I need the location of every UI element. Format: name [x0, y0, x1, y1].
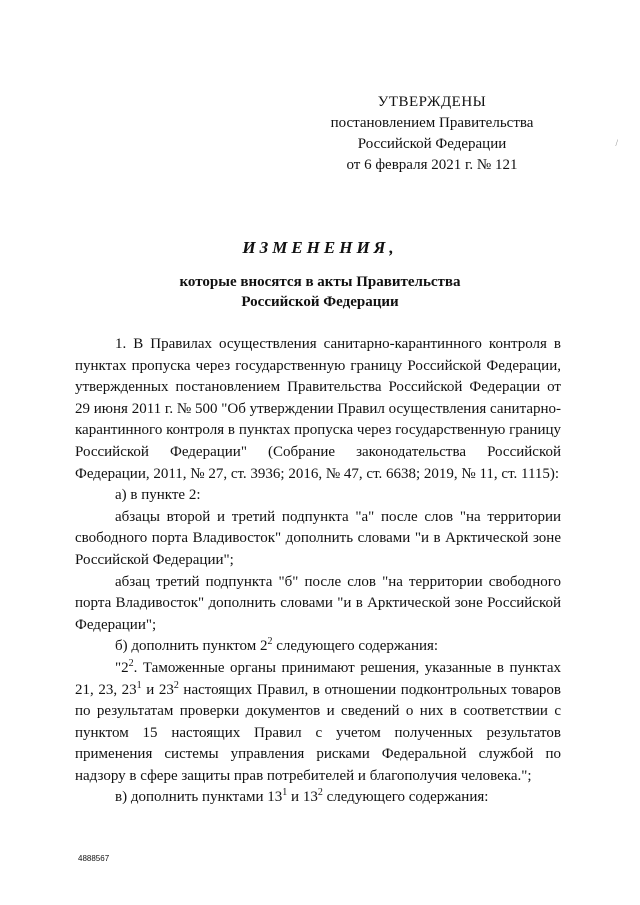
- paragraph-4: абзац третий подпункта "б" после слов "на территории свободного порта Владивосток" дополнить словами "и в Арктической зоне Российской Федерации";: [75, 573, 561, 633]
- title-subtitle: [0, 272, 640, 312]
- document-title: [0, 238, 640, 312]
- p6-text-d: настоящих Правил, в отношении подконтрольных товаров по результатам проверки документов и сведений о них в соответствии с пунктом 15 настоящих Правил с учетом полученных результатов применения системы управления рисками Федеральной службой по надзору в сфере защиты прав потребителей и благополучия человека.";: [75, 681, 562, 784]
- margin-mark: /: [615, 138, 618, 148]
- approved-line-1: постановлением Правительства: [330, 115, 534, 131]
- p7-text-a: в) дополнить пунктами 13: [115, 789, 283, 806]
- approved-line-2: Российской Федерации: [357, 136, 507, 152]
- paragraph-2: а) в пункте 2:: [115, 487, 201, 504]
- p5-text-b: следующего содержания:: [272, 638, 439, 655]
- document-code: 4888567: [78, 854, 110, 863]
- paragraph-3: абзацы второй и третий подпункта "а" после слов "на территории свободного порта Владивосток" дополнить словами "и в Арктической зоне Российской Федерации";: [75, 508, 561, 568]
- p7-superscript-1: 1: [282, 787, 288, 799]
- p7-superscript-2: 2: [317, 787, 323, 799]
- p6-text-c: и 23: [141, 681, 174, 698]
- title-main: ИЗМЕНЕНИЯ,: [242, 238, 398, 257]
- subtitle-line-2: Российской Федерации: [241, 294, 399, 310]
- p6-superscript-1: 2: [128, 657, 134, 669]
- approved-line-3: от 6 февраля 2021 г. № 121: [346, 157, 518, 173]
- paragraph-1: 1. В Правилах осуществления санитарно-карантинного контроля в пунктах пропуска через государственную границу Российской Федерации, утвержденных постановлением Правительства Российской Федерации от 29 июня 2011 г. № 500 "Об утверждении Правил осуществления санитарно-карантинного контроля в пунктах пропуска через государственную границу Российской Федерации" (Собрание законодательства Российской Федерации, 2011, № 27, ст. 3936; 2016, № 47, ст. 6638; 2019, № 11, ст. 1115):: [75, 336, 561, 482]
- p5-text-a: б) дополнить пунктом 2: [115, 638, 268, 655]
- p6-text-a: "2: [115, 659, 129, 676]
- subtitle-line-1: которые вносятся в акты Правительства: [179, 274, 461, 290]
- paragraph-7: [75, 787, 561, 809]
- paragraph-5: [75, 636, 561, 658]
- p6-text-b: . Таможенные органы принимают решения, указанные в пунктах 21, 23, 23: [75, 659, 561, 698]
- p7-text-c: следующего содержания:: [322, 789, 489, 806]
- p6-superscript-3: 2: [173, 679, 179, 691]
- p6-superscript-2: 1: [136, 679, 142, 691]
- approved-heading: УТВЕРЖДЕНЫ: [377, 94, 487, 110]
- approval-block: [322, 92, 542, 176]
- p5-superscript: 2: [267, 636, 273, 648]
- p7-text-b: и 13: [287, 789, 318, 806]
- document-body: [75, 334, 561, 809]
- paragraph-6: [75, 658, 561, 788]
